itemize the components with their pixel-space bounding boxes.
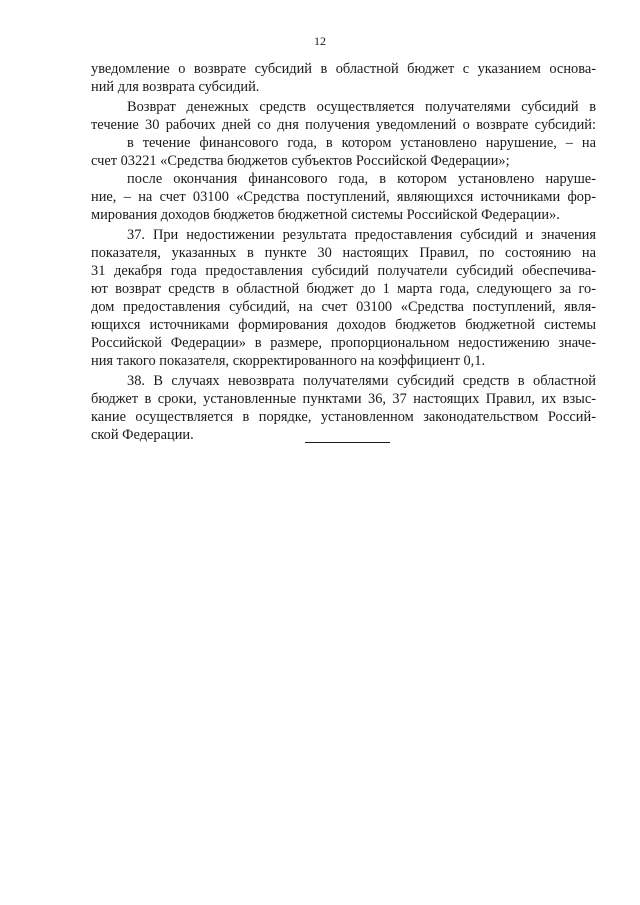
text-line: показателя, указанных в пункте 30 настоящих Правил, по состоянию на	[91, 245, 596, 261]
text-line: мирования доходов бюджетов бюджетной системы Российской Федерации».	[91, 207, 560, 223]
text-line: уведомление о возврате субсидий в областной бюджет с указанием основа-	[91, 61, 596, 77]
text-line: 31 декабря года предоставления субсидий получатели субсидий обеспечива-	[91, 263, 596, 279]
text-line: ской Федерации.	[91, 427, 194, 443]
paragraph-first-line: 37. При недостижении результата предоставления субсидий и значения	[127, 227, 596, 243]
paragraph-first-line: в течение финансового года, в котором установлено нарушение, – на	[127, 135, 596, 151]
text-line: течение 30 рабочих дней со дня получения уведомлений о возврате субсидий:	[91, 117, 596, 133]
paragraph-first-line: 38. В случаях невозврата получателями субсидий средств в областной	[127, 373, 596, 389]
text-line: бюджет в сроки, установленные пунктами 36, 37 настоящих Правил, их взыс-	[91, 391, 596, 407]
text-line: дом предоставления субсидий, на счет 03100 «Средства поступлений, явля-	[91, 299, 596, 315]
text-line: счет 03221 «Средства бюджетов субъектов Российской Федерации»;	[91, 153, 510, 169]
text-line: ют возврат средств в областной бюджет до 1 марта года, следующего за го-	[91, 281, 596, 297]
text-line: ний для возврата субсидий.	[91, 79, 260, 95]
paragraph-first-line: после окончания финансового года, в котором установлено наруше-	[127, 171, 596, 187]
text-line: Российской Федерации» в размере, пропорциональном недостижению значе-	[91, 335, 596, 351]
page-number: 12	[314, 34, 326, 48]
text-line: ния такого показателя, скорректированного на коэффициент 0,1.	[91, 353, 486, 369]
end-of-document-rule	[305, 442, 390, 443]
text-line: ющихся источниками формирования доходов бюджетов бюджетной системы	[91, 317, 596, 333]
text-line: ние, – на счет 03100 «Средства поступлений, являющихся источниками фор-	[91, 189, 596, 205]
text-line: кание осуществляется в порядке, установленном законодательством Россий-	[91, 409, 596, 425]
paragraph-first-line: Возврат денежных средств осуществляется получателями субсидий в	[127, 99, 596, 115]
